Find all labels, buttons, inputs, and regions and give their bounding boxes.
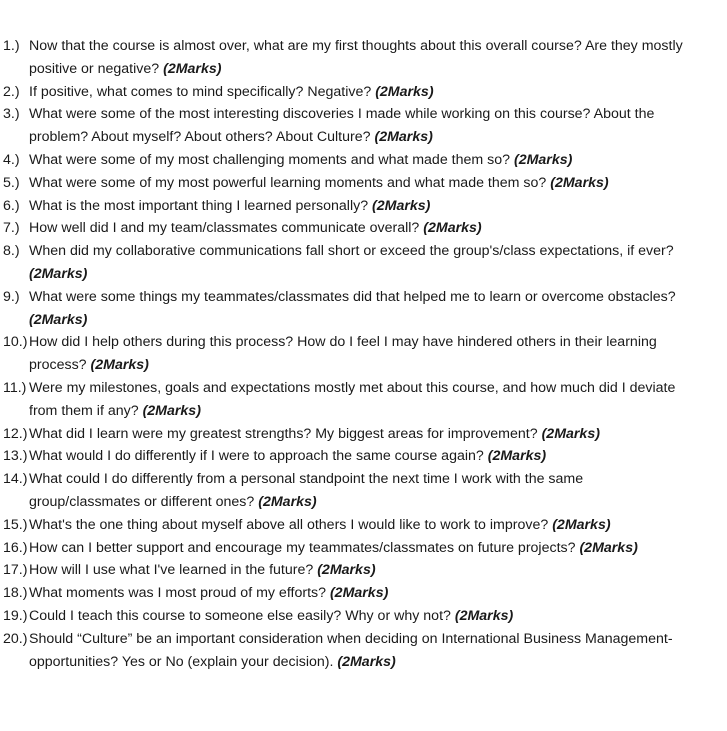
question-item: [0, 628, 727, 674]
question-item: [0, 240, 727, 286]
question-number: 1.): [3, 38, 20, 54]
question-marks: (2Marks): [29, 265, 88, 282]
question-item: [0, 81, 727, 104]
question-marks: (2Marks): [90, 357, 149, 374]
question-marks: (2Marks): [454, 607, 514, 624]
question-text: How can I better support and encourage my teammates/classmates on future projects?: [29, 539, 576, 556]
question-text: Should “Culture” be an important consideration when deciding on International Business Management- opportunities? Yes or No (explain your decision).: [29, 630, 673, 670]
question-number: 19.): [3, 607, 28, 624]
question-number: 15.): [3, 516, 28, 533]
question-marks: (2Marks): [163, 60, 222, 77]
question-item: [0, 559, 727, 582]
question-marks: (2Marks): [552, 516, 611, 533]
question-number: 8.): [3, 243, 20, 260]
question-item: [0, 514, 727, 537]
question-text: What could I do differently from a personal standpoint the next time I work with the same group/classmates or different ones?: [29, 471, 584, 510]
question-marks: (2Marks): [317, 562, 376, 579]
question-marks: (2Marks): [513, 151, 573, 168]
question-item: [0, 377, 727, 423]
question-marks: (2Marks): [550, 174, 609, 191]
question-item: [0, 445, 727, 468]
question-marks: (2Marks): [375, 83, 434, 100]
question-text: When did my collaborative communications fall short or exceed the group's/class expectations, if ever?: [29, 243, 674, 260]
question-marks: (2Marks): [142, 402, 201, 419]
question-number: 9.): [3, 288, 20, 305]
question-text: How did I help others during this process? How do I feel I may have hindered others in their learning process?: [29, 334, 657, 374]
question-text: If positive, what comes to mind specifically? Negative?: [29, 83, 372, 100]
question-text: How will I use what I've learned in the future?: [29, 562, 314, 579]
question-marks: (2Marks): [329, 585, 389, 602]
question-item: [0, 172, 727, 195]
question-number: 20.): [3, 630, 28, 647]
question-item: [0, 605, 727, 628]
question-text: What moments was I most proud of my efforts?: [29, 585, 326, 602]
question-text: What were some of my most powerful learning moments and what made them so?: [29, 174, 547, 191]
question-item: [0, 582, 727, 605]
question-number: 17.): [3, 562, 28, 579]
question-text: Were my milestones, goals and expectations mostly met about this course, and how much did I deviate from them if any?: [29, 379, 676, 419]
question-item: [0, 103, 727, 149]
question-number: 4.): [3, 151, 20, 168]
question-marks: (2Marks): [372, 197, 431, 214]
question-number: 11.): [3, 379, 27, 396]
question-number: 3.): [3, 106, 20, 123]
question-marks: (2Marks): [423, 220, 482, 237]
question-item: [0, 195, 727, 218]
question-number: 12.): [3, 425, 28, 442]
question-number: 7.): [3, 220, 20, 237]
question-number: 10.): [3, 334, 28, 351]
question-text: What were some of the most interesting discoveries I made while working on this course? About the problem? About myself? About others? About Culture?: [29, 106, 655, 146]
question-list: [0, 35, 727, 673]
question-number: 14.): [3, 471, 28, 488]
question-marks: (2Marks): [258, 493, 317, 510]
question-text: What were some things my teammates/classmates did that helped me to learn or overcome obstacles?: [29, 288, 676, 305]
question-number: 5.): [3, 174, 20, 191]
question-item: [0, 217, 727, 240]
question-marks: (2Marks): [541, 425, 600, 442]
question-item: [0, 286, 727, 332]
question-text: What is the most important thing I learned personally?: [29, 197, 369, 214]
question-text: Could I teach this course to someone else easily? Why or why not?: [29, 607, 451, 624]
question-number: 13.): [3, 448, 28, 465]
question-marks: (2Marks): [337, 653, 396, 670]
question-number: 6.): [3, 197, 20, 214]
question-item: [0, 537, 727, 560]
question-text: What did I learn were my greatest strengths? My biggest areas for improvement?: [29, 425, 538, 442]
question-number: 18.): [3, 585, 28, 602]
question-text: What's the one thing about myself above all others I would like to work to improve?: [29, 516, 549, 533]
question-item: [0, 149, 727, 172]
question-item: [0, 35, 727, 81]
question-text: Now that the course is almost over, what are my first thoughts about this overall course? Are they mostly positive or negative?: [29, 38, 683, 77]
question-item: [0, 423, 727, 446]
question-marks: (2Marks): [374, 129, 433, 146]
question-text: How well did I and my team/classmates communicate overall?: [29, 220, 420, 237]
question-marks: (2Marks): [487, 448, 547, 465]
question-marks: (2Marks): [29, 311, 88, 328]
question-item: [0, 468, 727, 514]
question-number: 2.): [3, 83, 20, 100]
question-marks: (2Marks): [579, 539, 638, 556]
question-number: 16.): [3, 539, 28, 556]
question-text: What would I do differently if I were to approach the same course again?: [29, 448, 484, 465]
question-item: [0, 331, 727, 377]
question-text: What were some of my most challenging moments and what made them so?: [29, 151, 511, 168]
